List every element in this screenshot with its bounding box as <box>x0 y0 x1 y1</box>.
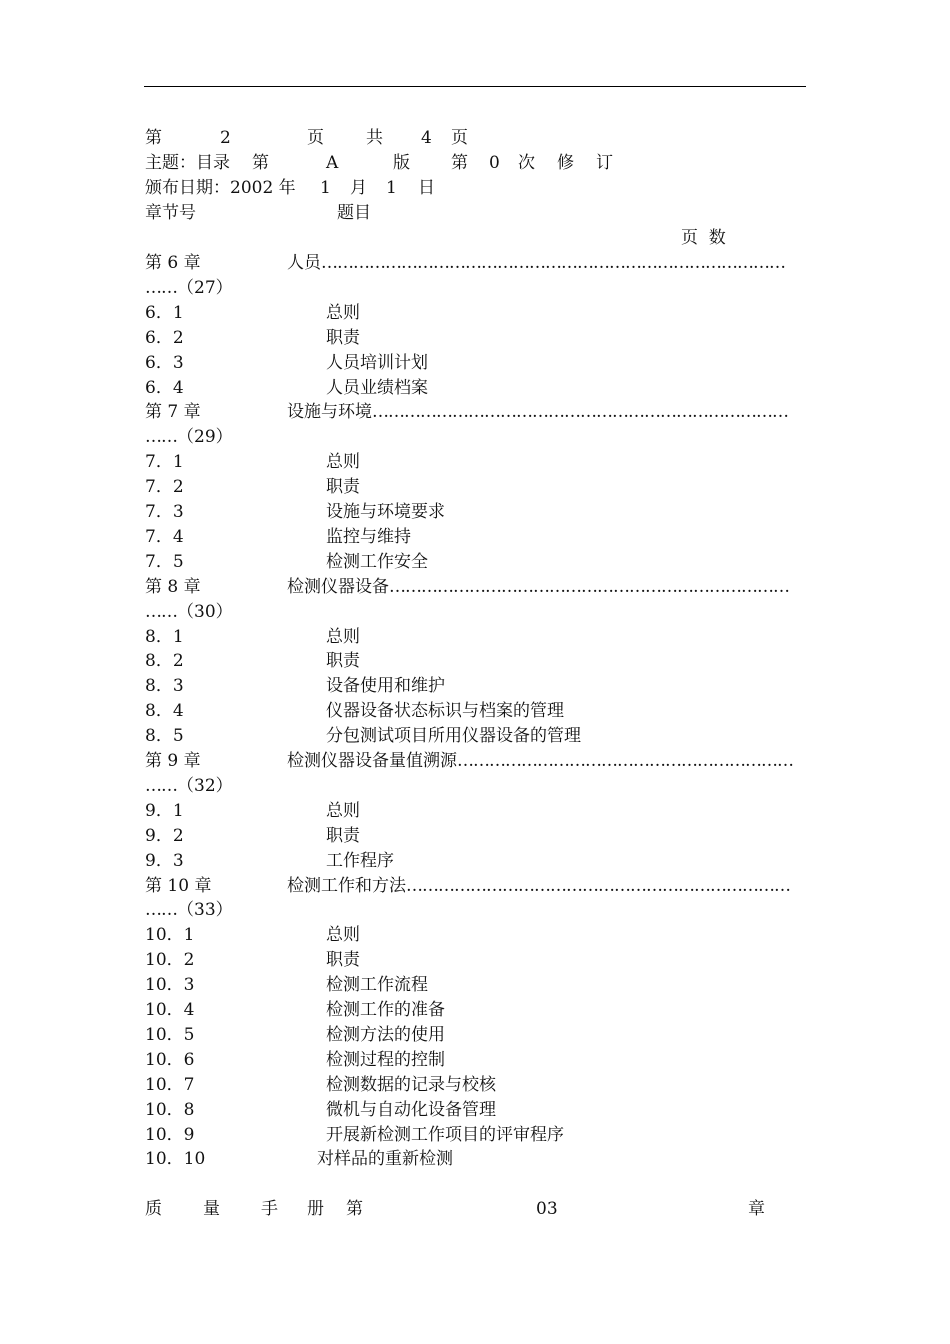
issue-day: 1 <box>386 178 397 198</box>
section-number: 10．5 <box>145 1024 195 1045</box>
section-title: 职责 <box>326 651 360 672</box>
chapter-number: 第 8 章 <box>145 576 201 597</box>
section-title: 检测数据的记录与校核 <box>326 1074 496 1095</box>
chapter-title <box>287 401 788 423</box>
section-number: 8．1 <box>145 626 184 647</box>
section-column-heading: 章节号 <box>145 203 196 223</box>
chapter-number: 第 6 章 <box>145 253 201 273</box>
total-label: 共 <box>366 128 383 148</box>
chapter-page-ref <box>145 426 233 448</box>
chapter-page-number: （30） <box>177 601 233 622</box>
chapter-title-text: 人员 <box>287 253 321 273</box>
section-title: 检测工作流程 <box>326 975 428 996</box>
section-title: 开展新检测工作项目的评审程序 <box>326 1124 564 1145</box>
subject-label: 主题：目录 <box>145 153 230 173</box>
section-title: 设备使用和维护 <box>326 676 445 697</box>
dot-leader: …… <box>145 900 177 921</box>
section-number: 6．2 <box>145 327 184 348</box>
chapter-page-number: （29） <box>177 427 233 448</box>
revision-unit: 次 <box>518 153 535 173</box>
issue-month: 1 <box>320 178 331 198</box>
section-number: 8．3 <box>145 676 184 697</box>
section-number: 8．4 <box>145 701 184 722</box>
version-unit: 版 <box>393 153 410 173</box>
section-title: 仪器设备状态标识与档案的管理 <box>326 701 564 722</box>
page-column-heading: 页 数 <box>681 228 726 248</box>
chapter-title <box>287 875 790 897</box>
dot-leader: ……………………………………………………………… <box>406 875 790 896</box>
section-title: 总则 <box>326 626 360 647</box>
page-label: 第 <box>145 128 162 148</box>
section-title: 检测过程的控制 <box>326 1049 445 1070</box>
page-unit: 页 <box>307 128 324 148</box>
revision-xiu: 修 <box>557 153 574 173</box>
section-number: 8．5 <box>145 726 184 747</box>
section-title: 职责 <box>326 825 360 846</box>
chapter-number: 第 10 章 <box>145 875 212 896</box>
section-title: 微机与自动化设备管理 <box>326 1099 496 1120</box>
dot-leader: …………………………………………………………………… <box>372 402 788 423</box>
page-number: 2 <box>220 128 231 148</box>
dot-leader: …… <box>145 427 177 448</box>
section-number: 7．1 <box>145 452 184 473</box>
title-column-heading: 题目 <box>337 203 371 223</box>
section-number: 7．5 <box>145 551 184 572</box>
section-title: 对样品的重新检测 <box>317 1149 453 1170</box>
chapter-title-text: 检测仪器设备 <box>287 576 389 597</box>
section-title: 检测工作安全 <box>326 551 428 572</box>
section-title: 职责 <box>326 477 360 498</box>
section-number: 9．2 <box>145 825 184 846</box>
dot-leader: ………………………………………………………………… <box>389 576 789 597</box>
section-number: 10．6 <box>145 1049 195 1070</box>
chapter-page-number: （32） <box>177 775 233 796</box>
section-number: 7．2 <box>145 477 184 498</box>
footer-char-zhang: 章 <box>748 1199 765 1219</box>
section-title: 设施与环境要求 <box>326 502 445 522</box>
footer-char-di: 第 <box>346 1199 363 1219</box>
version-prefix: 第 <box>252 153 269 173</box>
footer-char-shou: 手 <box>261 1199 278 1219</box>
chapter-title <box>287 750 793 772</box>
section-number: 10．8 <box>145 1099 195 1120</box>
chapter-page-number: （33） <box>177 900 233 921</box>
issue-date-label: 颁布日期：2002 年 <box>145 178 296 198</box>
chapter-page-ref <box>145 601 233 623</box>
section-title: 职责 <box>326 327 360 348</box>
chapter-number: 第 7 章 <box>145 402 201 423</box>
revision-value: 0 <box>489 153 500 173</box>
section-number: 10．4 <box>145 1000 195 1020</box>
section-number: 10．10 <box>145 1149 206 1170</box>
section-title: 检测方法的使用 <box>326 1024 445 1045</box>
chapter-page-ref <box>145 899 233 921</box>
section-title: 职责 <box>326 950 360 971</box>
chapter-title <box>287 576 789 598</box>
month-unit: 月 <box>350 178 367 198</box>
dot-leader: …… <box>145 277 177 298</box>
section-number: 10．1 <box>145 925 195 946</box>
section-number: 9．1 <box>145 800 184 821</box>
section-number: 10．9 <box>145 1124 195 1145</box>
chapter-title-text: 检测仪器设备量值溯源 <box>287 751 457 771</box>
footer-char-zhi: 质 <box>145 1199 162 1219</box>
section-title: 总则 <box>326 302 360 323</box>
section-number: 7．4 <box>145 526 184 547</box>
footer-char-liang: 量 <box>203 1199 220 1219</box>
section-title: 监控与维持 <box>326 526 411 547</box>
chapter-title-text: 设施与环境 <box>287 402 372 423</box>
section-title: 工作程序 <box>326 850 394 871</box>
section-title: 总则 <box>326 800 360 821</box>
section-title: 检测工作的准备 <box>326 1000 445 1020</box>
section-title: 人员培训计划 <box>326 352 428 373</box>
footer-char-ce: 册 <box>307 1199 324 1219</box>
day-unit: 日 <box>418 178 435 198</box>
dot-leader: …… <box>145 775 177 796</box>
chapter-title-text: 检测工作和方法 <box>287 875 406 896</box>
chapter-number: 第 9 章 <box>145 751 201 771</box>
header-rule <box>144 86 806 87</box>
section-title: 分包测试项目所用仪器设备的管理 <box>326 726 581 747</box>
dot-leader: …………………………………………………………………………… <box>321 253 785 273</box>
section-number: 10．2 <box>145 950 195 971</box>
footer-chapter-number: 03 <box>536 1199 558 1219</box>
section-number: 10．7 <box>145 1074 195 1095</box>
dot-leader: ……………………………………………………… <box>457 751 793 771</box>
section-title: 人员业绩档案 <box>326 377 428 398</box>
section-number: 6．1 <box>145 302 184 323</box>
section-number: 6．4 <box>145 377 184 398</box>
section-title: 总则 <box>326 452 360 473</box>
chapter-page-ref <box>145 277 233 299</box>
section-number: 9．3 <box>145 850 184 871</box>
total-pages: 4 <box>421 128 432 148</box>
section-number: 7．3 <box>145 502 184 522</box>
section-number: 6．3 <box>145 352 184 373</box>
section-title: 总则 <box>326 925 360 946</box>
total-unit: 页 <box>451 128 468 148</box>
section-number: 10．3 <box>145 975 195 996</box>
revision-prefix: 第 <box>451 153 468 173</box>
chapter-title <box>287 252 785 274</box>
dot-leader: …… <box>145 601 177 622</box>
chapter-page-ref <box>145 775 233 797</box>
chapter-page-number: （27） <box>177 277 233 298</box>
revision-ding: 订 <box>596 153 613 173</box>
section-number: 8．2 <box>145 651 184 672</box>
version-value: A <box>326 153 339 173</box>
